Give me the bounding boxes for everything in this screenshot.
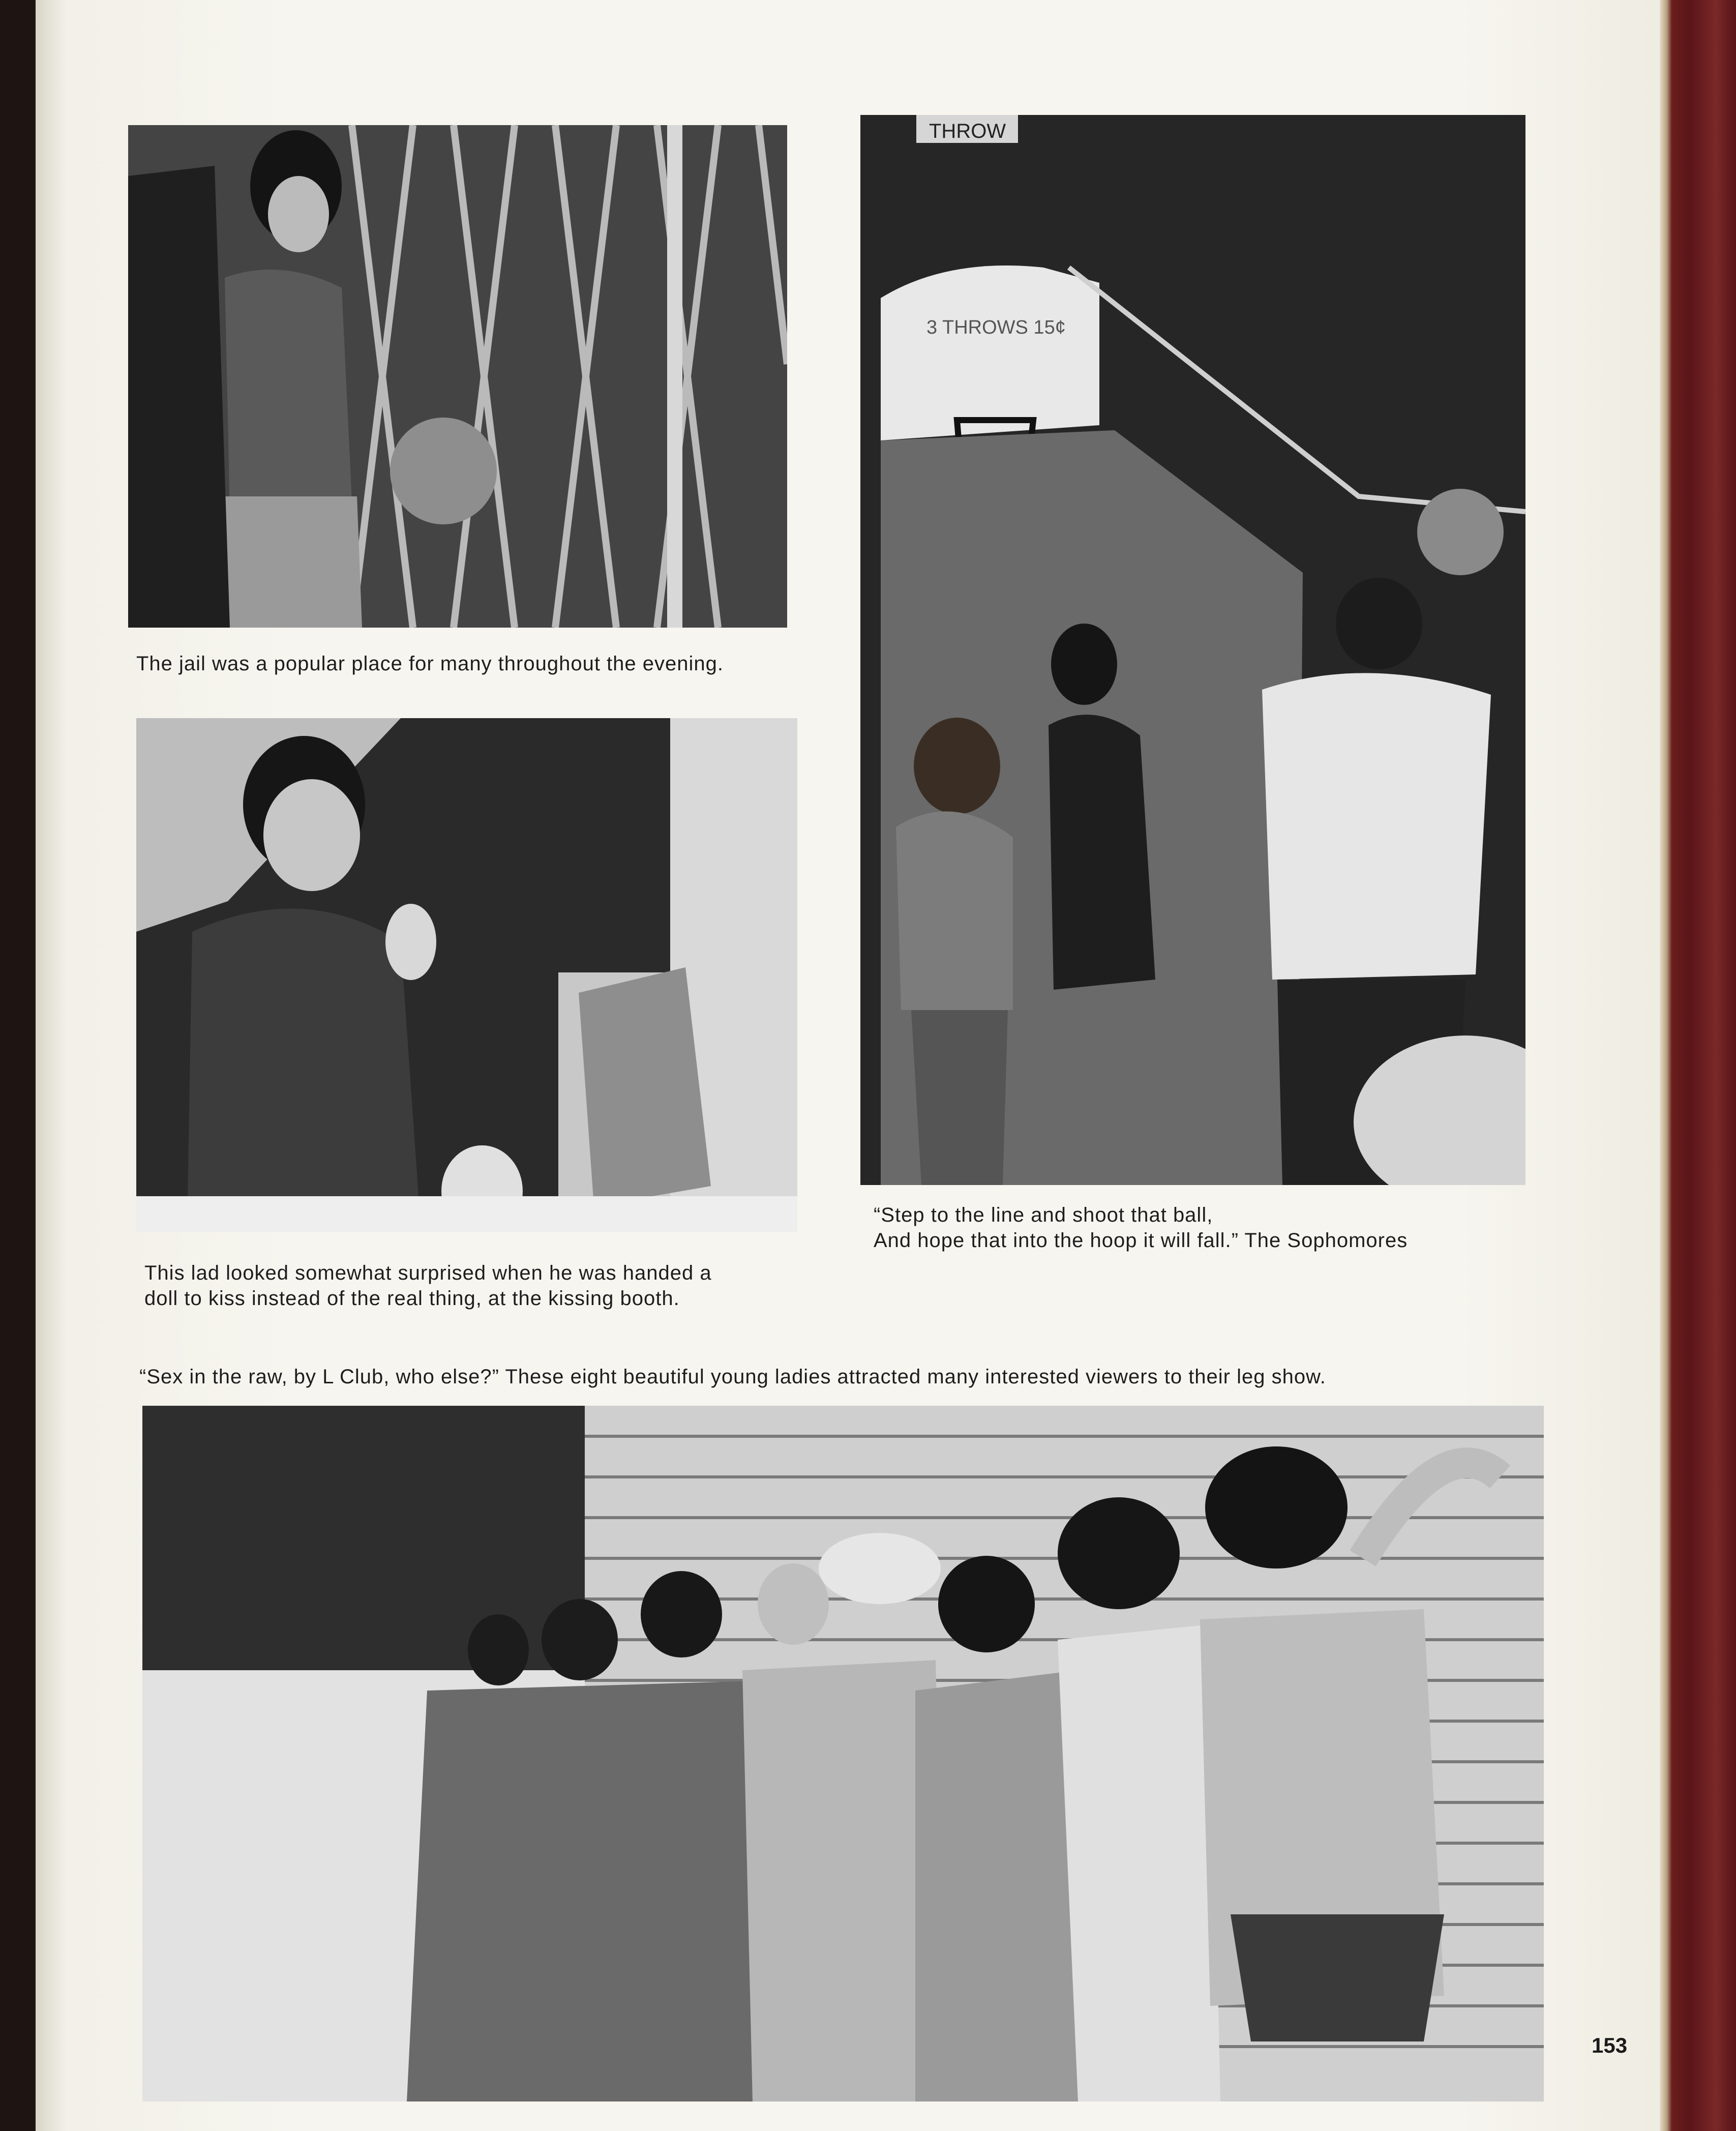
- throw-sign-text: THROW: [929, 120, 1006, 142]
- yearbook-page: [36, 0, 1660, 2131]
- caption-kissing-booth: This lad looked somewhat surprised when he was handed a doll to kiss instead of the real thing, at the kissing booth.: [144, 1262, 712, 1310]
- page-number: 153: [1592, 2033, 1628, 2057]
- book-cover-edge: [1660, 0, 1736, 2131]
- caption-basketball-line2: And hope that into the hoop it will fall.” The Sophomores: [874, 1229, 1408, 1252]
- caption-jail: The jail was a popular place for many throughout the evening.: [136, 653, 724, 675]
- backboard-text: 3 THROWS 15¢: [926, 317, 1066, 338]
- book-binding: [0, 0, 36, 2131]
- photo-kissing-booth: [136, 718, 797, 1232]
- caption-leg-show: “Sex in the raw, by L Club, who else?” These eight beautiful young ladies attracted many interested viewers to their leg show.: [139, 1366, 1326, 1388]
- photo-basketball-throw: [860, 115, 1525, 1185]
- caption-basketball-line1: “Step to the line and shoot that ball,: [874, 1204, 1213, 1226]
- photo-jail: [128, 125, 787, 628]
- photo-leg-show: [142, 1406, 1544, 2102]
